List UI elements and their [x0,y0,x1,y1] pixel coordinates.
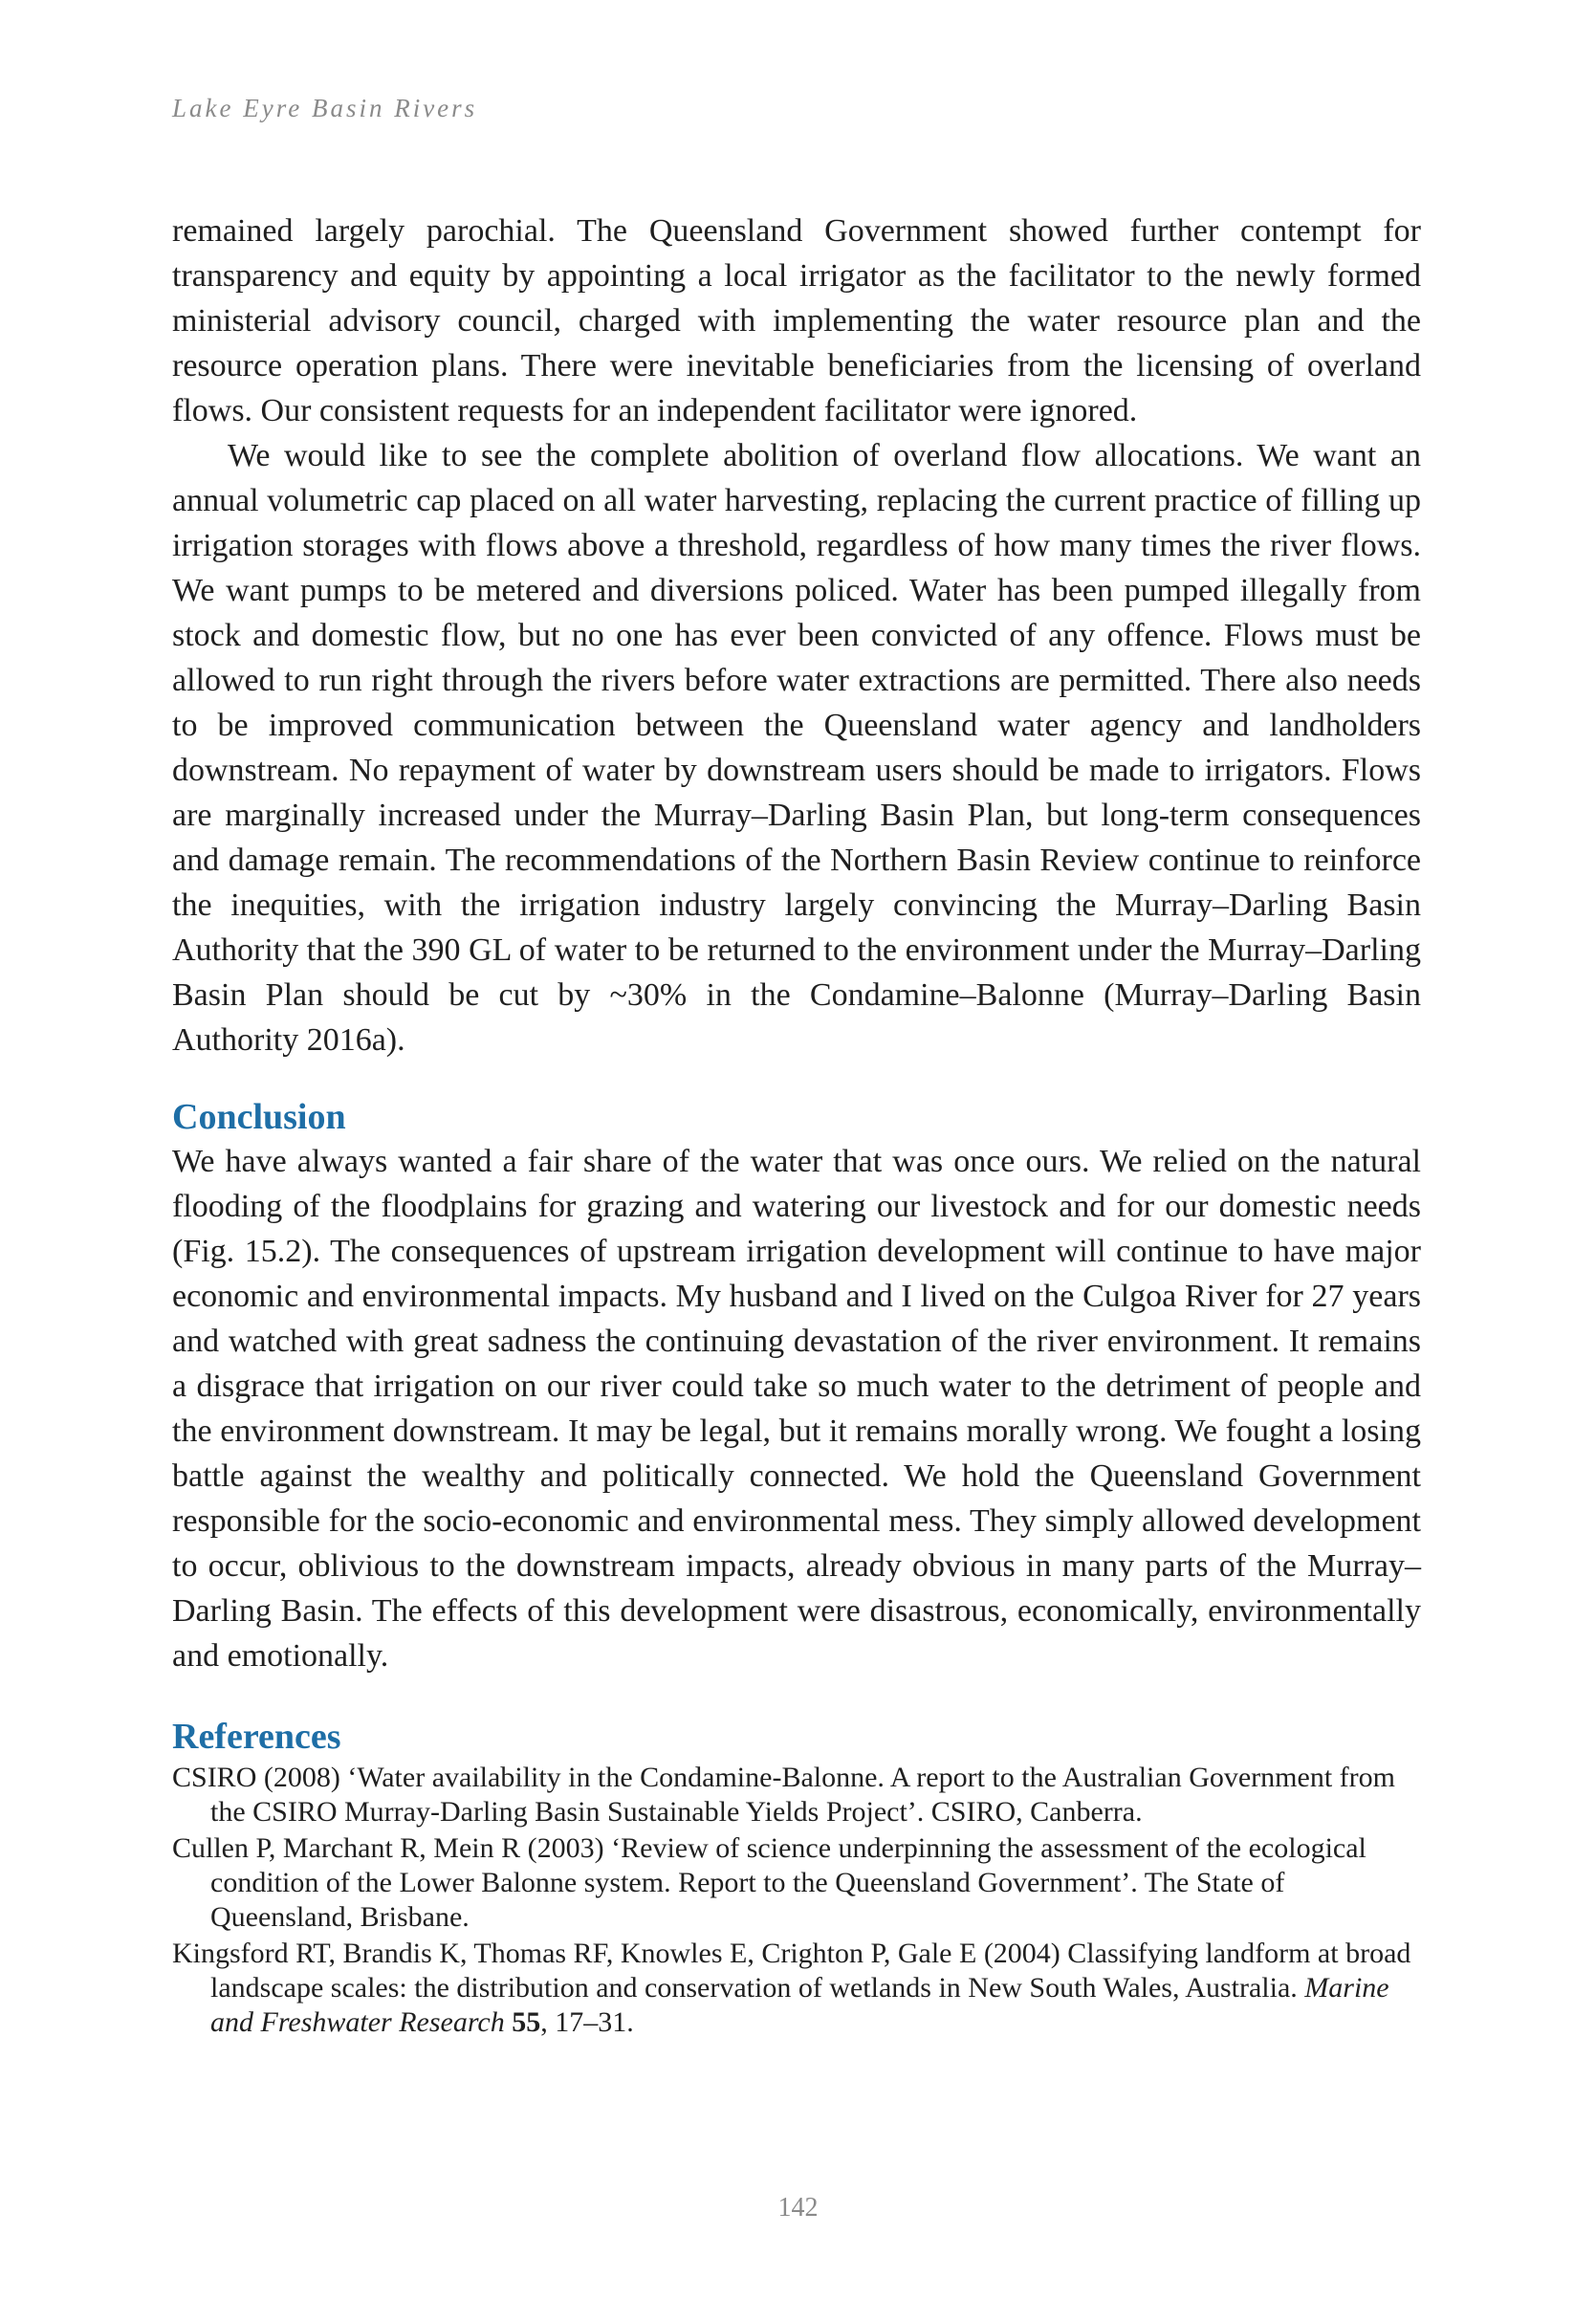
reference-journal: Marine and Freshwater Research [210,1972,1389,2038]
reference-item: Cullen P, Marchant R, Mein R (2003) ‘Review of science underpinning the assessment of the ecological condition of the Lower Balonne system. Report to the Queensland Government’. The State of Queensland, Brisbane. [172,1832,1366,1933]
reference-item: CSIRO (2008) ‘Water availability in the Condamine-Balonne. A report to the Australian Government from the CSIRO Murray-Darling Basin Sustainable Yields Project’. CSIRO, Canberra. [172,1762,1395,1828]
conclusion-paragraph: We have always wanted a fair share of the water that was once ours. We relied on the natural flooding of the floodplains for grazing and watering our livestock and for our domestic needs (Fig. 15.2). The consequences of upstream irrigation development will continue to have major economic and environmental impacts. My husband and I lived on the Culgoa River for 27 years and watched with great sadness the continuing devastation of the river environment. It remains a disgrace that irrigation on our river could take so much water to the detriment of people and the environment downstream. It may be legal, but it remains morally wrong. We fought a losing battle against the wealthy and politically connected. We hold the Queensland Government responsible for the socio-economic and environmental mess. They simply allowed development to occur, oblivious to the downstream impacts, already obvious in many parts of the Murray–Darling Basin. The effects of this development were disastrous, economically, environmentally and emotionally. [172,1144,1421,1674]
section-heading-conclusion: Conclusion [172,1097,346,1137]
reference-item [172,1937,1421,2040]
running-header: Lake Eyre Basin Rivers [172,94,478,122]
reference-list [172,1761,1421,2040]
body-paragraph: remained largely parochial. The Queensland Government showed further contempt for transparency and equity by appointing a local irrigator as the facilitator to the newly formed ministerial advisory council, charged with implementing the water resource plan and the resource operation plans. There were inevitable beneficiaries from the licensing of overland flows. Our consistent requests for an independent facilitator were ignored. [172,213,1421,428]
reference-text: Kingsford RT, Brandis K, Thomas RF, Knowles E, Crighton P, Gale E (2004) Classifying landform at broad landscape scales: the distribution and conservation of wetlands in New South Wales, Australia. [172,1938,1411,2004]
body-paragraph: We would like to see the complete abolition of overland flow allocations. We want an annual volumetric cap placed on all water harvesting, replacing the current practice of filling up irrigation storages with flows above a threshold, regardless of how many times the river flows. We want pumps to be metered and diversions policed. Water has been pumped illegally from stock and domestic flow, but no one has ever been convicted of any offence. Flows must be allowed to run right through the rivers before water extractions are permitted. There also needs to be improved communication between the Queensland water agency and landholders downstream. No repayment of water by downstream users should be made to irrigators. Flows are marginally increased under the Murray–Darling Basin Plan, but long-term consequences and damage remain. The recommendations of the Northern Basin Review continue to reinforce the inequities, with the irrigation industry largely convincing the Murray–Darling Basin Authority that the 390 GL of water to be returned to the environment under the Murray–Darling Basin Plan should be cut by ~30% in the Condamine–Balonne (Murray–Darling Basin Authority 2016a). [172,438,1421,1058]
reference-volume: 55 [512,2006,541,2038]
reference-pages: , 17–31. [540,2006,634,2038]
page-content [172,208,1421,2042]
page-number: 142 [777,2193,819,2223]
section-heading-references: References [172,1717,341,1757]
